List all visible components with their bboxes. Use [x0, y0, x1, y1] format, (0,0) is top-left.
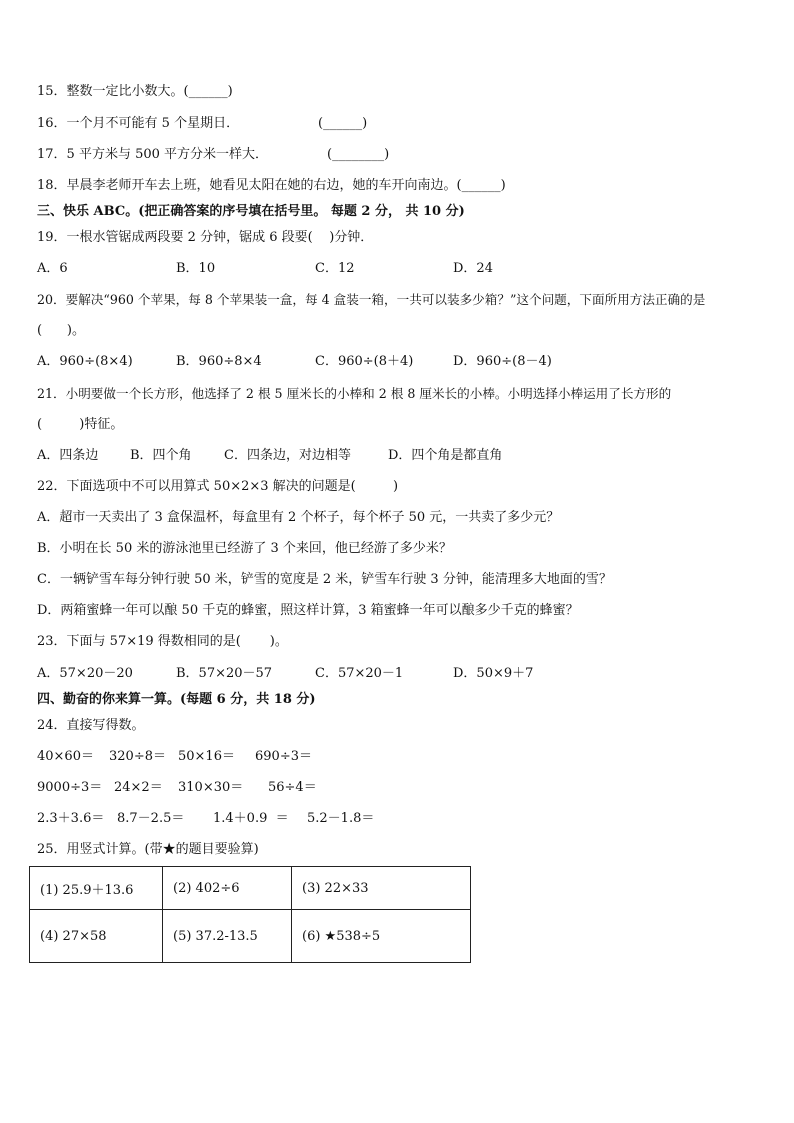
question-21-option-a: A．四条边 [37, 448, 99, 463]
calc-cell: (2) 402÷6 [163, 867, 292, 910]
calc-item: 320÷8＝ [109, 749, 166, 764]
question-18: 18．早晨李老师开车去上班，她看见太阳在她的右边，她的车开向南边。(______) [37, 178, 506, 193]
question-19-stem: 19．一根水管锯成两段要 2 分钟，锯成 6 段要( )分钟． [37, 230, 374, 245]
calc-cell: (6) ★538÷5 [292, 910, 471, 963]
calc-item: 310×30＝ [178, 780, 244, 795]
question-22-stem: 22．下面选项中不可以用算式 50×2×3 解决的问题是( ) [37, 479, 399, 494]
question-21-stem: 21．小明要做一个长方形，他选择了 2 根 5 厘米长的小棒和 2 根 8 厘米长的小棒。小明选择小棒运用了长方形的 [37, 386, 672, 401]
calc-item: 24×2＝ [114, 780, 163, 795]
section-4-heading: 四、勤奋的你来算一算。(每题 6 分，共 18 分) [37, 692, 316, 707]
question-24-stem: 24．直接写得数。 [37, 718, 145, 733]
calc-item: 56÷4＝ [268, 780, 317, 795]
question-19-option-a: A．6 [37, 261, 68, 276]
calc-item: 50×16＝ [178, 749, 235, 764]
question-21-option-b: B．四个角 [130, 448, 192, 463]
question-25-stem: 25．用竖式计算。(带★的题目要验算) [37, 842, 259, 857]
question-20-stem: 20．要解决“960 个苹果，每 8 个苹果装一盒，每 4 盒装一箱，一共可以装多少箱？”这个问题，下面所用方法正确的是 [37, 292, 706, 307]
question-20-option-d: D．960÷(8－4) [453, 354, 552, 369]
question-16-blank: (______) [318, 116, 368, 131]
question-22-option-d: D．两箱蜜蜂一年可以酿 50 千克的蜂蜜，照这样计算，3 箱蜜蜂一年可以酿多少千克的蜂蜜？ [37, 603, 579, 618]
calc-cell: (4) 27×58 [30, 910, 163, 963]
calc-cell: (5) 37.2-13.5 [163, 910, 292, 963]
question-22-option-c: C．一辆铲雪车每分钟行驶 50 米，铲雪的宽度是 2 米，铲雪车行驶 3 分钟，能清理多大地面的雪？ [37, 572, 612, 587]
question-20-option-a: A．960÷(8×4) [37, 354, 133, 369]
question-23-stem: 23．下面与 57×19 得数相同的是( )。 [37, 634, 288, 649]
question-17: 17．5 平方米与 500 平方分米一样大． [37, 147, 269, 162]
question-22-option-a: A．超市一天卖出了 3 盒保温杯，每盒里有 2 个杯子，每个杯子 50 元，一共卖了多少元？ [37, 510, 560, 525]
question-23-option-d: D．50×9＋7 [453, 666, 534, 681]
calc-item: 2.3＋3.6＝ [37, 811, 105, 826]
calc-item: 690÷3＝ [255, 749, 312, 764]
calc-item: 5.2－1.8＝ [307, 811, 375, 826]
question-17-blank: (________) [327, 147, 390, 162]
question-23-option-c: C．57×20－1 [315, 666, 404, 681]
question-20-blank: ( )。 [37, 323, 85, 338]
calc-item: 1.4＋0.9 ＝ [213, 811, 289, 826]
question-20-option-c: C．960÷(8＋4) [315, 354, 414, 369]
question-23-option-b: B．57×20－57 [176, 666, 273, 681]
calc-cell: (3) 22×33 [292, 867, 471, 910]
vertical-calc-table [29, 866, 471, 963]
calc-item: 8.7－2.5＝ [117, 811, 185, 826]
question-16: 16．一个月不可能有 5 个星期日． [37, 116, 240, 131]
question-15: 15．整数一定比小数大。(______) [37, 84, 233, 99]
calc-cell: (1) 25.9＋13.6 [30, 867, 163, 910]
question-22-option-b: B．小明在长 50 米的游泳池里已经游了 3 个来回，他已经游了多少米？ [37, 541, 452, 556]
question-21-option-d: D．四个角是都直角 [388, 448, 503, 463]
question-19-option-c: C．12 [315, 261, 355, 276]
question-21-blank: ( )特征。 [37, 417, 124, 432]
question-20-option-b: B．960÷8×4 [176, 354, 262, 369]
calc-item: 9000÷3＝ [37, 780, 103, 795]
question-21-option-c: C．四条边，对边相等 [224, 448, 351, 463]
question-19-option-d: D．24 [453, 261, 493, 276]
question-19-option-b: B．10 [176, 261, 216, 276]
section-3-heading: 三、快乐 ABC。(把正确答案的序号填在括号里。 每题 2 分， 共 10 分) [37, 204, 465, 219]
calc-item: 40×60＝ [37, 749, 94, 764]
question-23-option-a: A．57×20－20 [37, 666, 133, 681]
